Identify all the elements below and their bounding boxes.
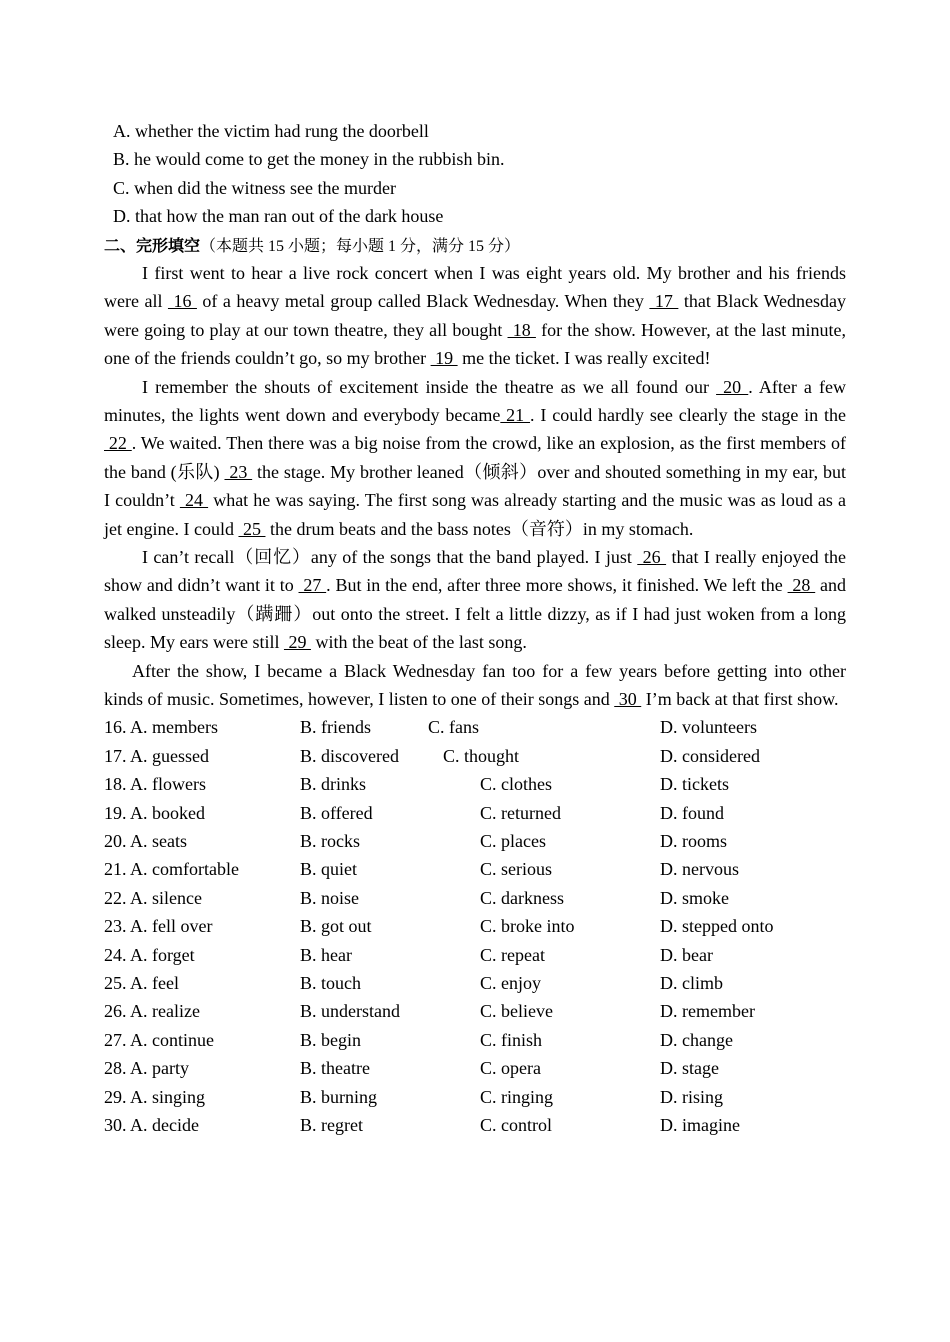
choice-a: 30. A. decide: [104, 1114, 199, 1135]
choice-b: B. rocks: [300, 831, 360, 852]
text: that Black Wednesday were going to play at our town theatre, they all bought: [104, 291, 847, 340]
choice-d: D. tickets: [660, 774, 729, 795]
question-row: [104, 884, 846, 912]
choice-c: C. opera: [480, 1058, 541, 1079]
choice-a: 26. A. realize: [104, 1001, 200, 1022]
choice-d: D. remember: [660, 1001, 755, 1022]
text: . But in the end, after three more shows, it finished. We left the: [326, 575, 788, 596]
choice-c: C. thought: [443, 745, 520, 766]
passage-paragraph-1: [104, 259, 846, 373]
choice-d: D. smoke: [660, 887, 729, 908]
blank-16: 16: [167, 291, 197, 312]
blank-27: 27: [298, 575, 327, 596]
choice-a: 28. A. party: [104, 1058, 189, 1079]
choice-c: C. enjoy: [480, 972, 541, 993]
choice-b: B. got out: [300, 916, 372, 937]
question-row: [104, 912, 846, 940]
choice-c: C. control: [480, 1114, 552, 1135]
blank-19: 19: [430, 348, 458, 369]
choice-d: D. stepped onto: [660, 916, 774, 937]
question-row: [104, 1026, 846, 1054]
choice-b: B. understand: [300, 1001, 400, 1022]
previous-question-options: [104, 117, 846, 231]
choice-b: B. drinks: [300, 774, 367, 795]
blank-23: 23: [224, 461, 253, 482]
choice-a: 19. A. booked: [104, 802, 205, 823]
choice-a: 23. A. fell over: [104, 916, 213, 937]
blank-26: 26: [637, 547, 667, 568]
choice-c: C. believe: [480, 1001, 553, 1022]
choice-c: C. clothes: [480, 774, 552, 795]
choice-c: C. ringing: [480, 1086, 554, 1107]
choice-b: B. noise: [300, 887, 360, 908]
choice-a: 16. A. members: [104, 717, 218, 738]
choice-d: D. imagine: [660, 1114, 740, 1135]
text: what he was saying. The first song was already starting and the music was as loud as a jet engine. I could: [104, 490, 847, 539]
blank-18: 18: [507, 319, 536, 340]
text: . After a few minutes, the lights went down and everybody became: [104, 376, 846, 425]
text: I can’t recall（回忆）any of the songs that the band played. I just: [142, 547, 638, 568]
choice-c: C. finish: [480, 1029, 543, 1050]
question-row: [104, 1083, 846, 1111]
choice-c: C. serious: [480, 859, 552, 880]
option-c: C. when did the witness see the murder: [113, 177, 396, 198]
text: of a heavy metal group called Black Wednesday. When they: [196, 291, 650, 312]
text: and walked unsteadily（蹒跚）out onto the street. I felt a little dizzy, as if I had just woken from a long sleep. My ears were still: [104, 575, 847, 653]
passage-paragraph-2: [104, 373, 846, 543]
choice-a: 21. A. comfortable: [104, 859, 239, 880]
text: me the ticket. I was really excited!: [457, 348, 711, 369]
text: . We waited. Then there was a big noise from the crowd, like an explosion, as the first members of the band (乐队): [104, 433, 846, 482]
option-a: A. whether the victim had rung the doorbell: [113, 121, 429, 141]
question-row: [104, 742, 846, 770]
choice-c: C. broke into: [480, 916, 575, 937]
question-row: [104, 770, 846, 798]
choice-a: 20. A. seats: [104, 831, 187, 852]
section-note: （本题共 15 小题；每小题 1 分，满分 15 分）: [200, 237, 521, 255]
text: I first went to hear a live rock concert when I was eight years old. My brother and his friends were all: [104, 262, 846, 312]
passage-paragraph-3: [104, 543, 846, 657]
choice-a: 27. A. continue: [104, 1029, 214, 1050]
choice-d: D. rooms: [660, 831, 727, 852]
blank-25: 25: [238, 518, 266, 539]
choice-d: D. bear: [660, 944, 713, 965]
blank-24: 24: [179, 490, 209, 511]
question-row: [104, 855, 846, 883]
choice-d: D. rising: [660, 1086, 723, 1107]
blank-30: 30: [614, 689, 642, 710]
text: that I really enjoyed the show and didn’t want it to: [104, 547, 846, 596]
question-row: [104, 1111, 846, 1139]
blank-28: 28: [787, 575, 816, 596]
question-row: [104, 1054, 846, 1082]
choice-c: C. darkness: [480, 887, 564, 908]
choice-c: C. returned: [480, 802, 561, 823]
exam-page: [104, 117, 846, 1139]
choice-b: B. regret: [300, 1114, 363, 1135]
choice-a: 18. A. flowers: [104, 774, 206, 795]
section-title: 二、完形填空: [104, 235, 201, 255]
blank-22: 22: [104, 433, 132, 454]
choice-a: 22. A. silence: [104, 887, 202, 908]
choice-a: 25. A. feel: [104, 972, 179, 993]
choice-b: B. quiet: [300, 859, 357, 880]
choice-b: B. hear: [300, 944, 352, 965]
choice-b: B. discovered: [300, 745, 399, 766]
choice-d: D. climb: [660, 972, 723, 993]
question-row: [104, 997, 846, 1025]
blank-29: 29: [283, 632, 311, 653]
answer-choices: [104, 713, 846, 1139]
choice-d: D. stage: [660, 1058, 719, 1079]
option-d: D. that how the man ran out of the dark house: [113, 206, 444, 227]
question-row: [104, 969, 846, 997]
question-row: [104, 713, 846, 741]
choice-d: D. volunteers: [660, 717, 757, 738]
choice-b: B. begin: [300, 1029, 361, 1050]
choice-b: B. theatre: [300, 1058, 370, 1079]
text: with the beat of the last song.: [310, 632, 527, 653]
text: the drum beats and the bass notes（音符）in my stomach.: [265, 518, 694, 539]
blank-20: 20: [716, 376, 749, 397]
choice-b: B. friends: [300, 717, 371, 738]
text: I remember the shouts of excitement inside the theatre as we all found our: [142, 376, 717, 397]
option-b: B. he would come to get the money in the rubbish bin.: [113, 149, 505, 170]
text: . I could hardly see clearly the stage in the: [530, 404, 847, 425]
section-heading: [104, 231, 846, 259]
choice-c: C. fans: [428, 717, 479, 738]
choice-b: B. touch: [300, 972, 361, 993]
blank-17: 17: [649, 291, 679, 312]
blank-21: 21: [500, 404, 531, 425]
text: I’m back at that first show.: [641, 689, 839, 710]
choice-c: C. repeat: [480, 944, 545, 965]
question-row: [104, 827, 846, 855]
choice-b: B. offered: [300, 802, 373, 823]
text: After the show, I became a Black Wednesday fan too for a few years before getting into other kinds of music. Sometimes, however, I listen to one of their songs and: [104, 660, 846, 710]
choice-a: 17. A. guessed: [104, 745, 209, 766]
choice-d: D. nervous: [660, 859, 739, 880]
text: for the show. However, at the last minute, one of the friends couldn’t go, so my brother: [104, 319, 846, 369]
choice-d: D. considered: [660, 745, 760, 766]
choice-d: D. found: [660, 802, 724, 823]
choice-d: D. change: [660, 1029, 733, 1050]
choice-b: B. burning: [300, 1086, 378, 1107]
text: the stage. My brother leaned（倾斜）over and shouted something in my ear, but I couldn’t: [104, 461, 846, 511]
choice-a: 29. A. singing: [104, 1086, 206, 1107]
question-row: [104, 799, 846, 827]
choice-a: 24. A. forget: [104, 944, 195, 965]
question-row: [104, 941, 846, 969]
passage-paragraph-4: [104, 657, 846, 714]
choice-c: C. places: [480, 831, 546, 852]
